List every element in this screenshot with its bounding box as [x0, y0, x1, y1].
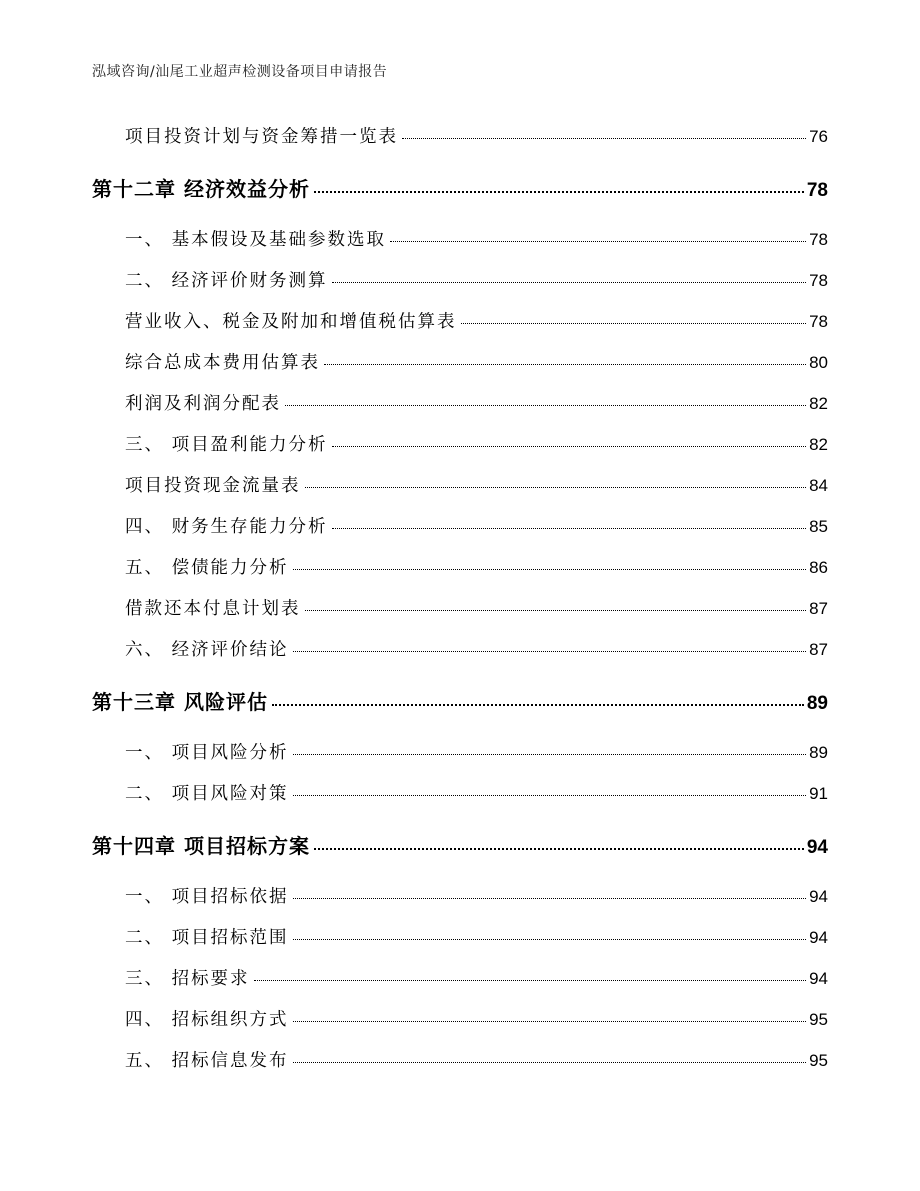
toc-leader-dots	[332, 446, 807, 447]
toc-entry-label: 六、 经济评价结论	[125, 640, 289, 660]
toc-entry[interactable]	[125, 226, 828, 250]
toc-entry[interactable]	[125, 390, 828, 414]
toc-entry[interactable]	[125, 308, 828, 332]
toc-entry-page: 87	[809, 599, 828, 618]
toc-entry-page: 80	[809, 353, 828, 372]
toc-entry-label: 三、 项目盈利能力分析	[125, 435, 328, 455]
toc-leader-dots	[285, 405, 806, 406]
toc-entry-page: 82	[809, 435, 828, 454]
toc-entry-label: 五、 偿债能力分析	[125, 558, 289, 578]
toc-chapter-entry[interactable]	[92, 173, 828, 199]
toc-leader-dots	[314, 191, 804, 193]
toc-entry[interactable]	[125, 1047, 828, 1071]
toc-leader-dots	[272, 704, 804, 706]
toc-entry-page: 82	[809, 394, 828, 413]
toc-entry[interactable]	[125, 965, 828, 989]
toc-entry[interactable]	[125, 554, 828, 578]
toc-entry-label: 营业收入、税金及附加和增值税估算表	[125, 312, 457, 332]
toc-entry-page: 78	[809, 271, 828, 290]
toc-entry-label: 四、 财务生存能力分析	[125, 517, 328, 537]
toc-entry[interactable]	[125, 267, 828, 291]
toc-entry-page: 89	[809, 743, 828, 762]
toc-entry-label: 二、 项目风险对策	[125, 784, 289, 804]
toc-entry[interactable]	[125, 349, 828, 373]
toc-entry-page: 85	[809, 517, 828, 536]
toc-entry-page: 86	[809, 558, 828, 577]
toc-entry-label: 项目投资现金流量表	[125, 476, 301, 496]
toc-entry-label: 二、 经济评价财务测算	[125, 271, 328, 291]
toc-leader-dots	[293, 939, 807, 940]
toc-leader-dots	[293, 569, 807, 570]
toc-leader-dots	[254, 980, 807, 981]
toc-entry-label: 借款还本付息计划表	[125, 599, 301, 619]
toc-chapter-entry[interactable]	[92, 686, 828, 712]
toc-leader-dots	[293, 1021, 807, 1022]
toc-entry-label: 利润及利润分配表	[125, 394, 281, 414]
toc-leader-dots	[314, 848, 804, 850]
toc-entry[interactable]	[125, 472, 828, 496]
toc-leader-dots	[293, 651, 807, 652]
toc-entry[interactable]	[125, 123, 828, 147]
toc-entry[interactable]	[125, 513, 828, 537]
toc-chapter-label: 第十二章 经济效益分析	[92, 177, 310, 201]
toc-entry-page: 91	[809, 784, 828, 803]
toc-entry-page: 78	[809, 230, 828, 249]
toc-entry-label: 项目投资计划与资金筹措一览表	[125, 127, 398, 147]
toc-leader-dots	[332, 282, 807, 283]
toc-entry-label: 一、 项目风险分析	[125, 743, 289, 763]
toc-entry-page: 78	[809, 312, 828, 331]
toc-leader-dots	[305, 487, 807, 488]
toc-leader-dots	[293, 795, 807, 796]
toc-leader-dots	[293, 898, 807, 899]
toc-entry[interactable]	[125, 883, 828, 907]
toc-chapter-page: 94	[806, 837, 828, 858]
toc-entry[interactable]	[125, 636, 828, 660]
toc-chapter-label: 第十三章 风险评估	[92, 690, 268, 714]
running-header: 泓域咨询/汕尾工业超声检测设备项目申请报告	[92, 64, 388, 80]
toc-entry-label: 综合总成本费用估算表	[125, 353, 320, 373]
toc-entry[interactable]	[125, 739, 828, 763]
toc-entry-label: 一、 基本假设及基础参数选取	[125, 230, 387, 250]
toc-chapter-entry[interactable]	[92, 830, 828, 856]
toc-leader-dots	[293, 754, 807, 755]
toc-entry-page: 95	[809, 1010, 828, 1029]
toc-entry-page: 87	[809, 640, 828, 659]
toc-entry-label: 一、 项目招标依据	[125, 887, 289, 907]
toc-entry-label: 三、 招标要求	[125, 969, 250, 989]
toc-entry[interactable]	[125, 780, 828, 804]
toc-leader-dots	[324, 364, 806, 365]
toc-leader-dots	[390, 241, 806, 242]
toc-entry-label: 四、 招标组织方式	[125, 1010, 289, 1030]
toc-leader-dots	[461, 323, 807, 324]
toc-entry[interactable]	[125, 595, 828, 619]
toc-entry[interactable]	[125, 1006, 828, 1030]
toc-entry-page: 94	[809, 928, 828, 947]
toc-entry-page: 94	[809, 969, 828, 988]
toc-leader-dots	[293, 1062, 807, 1063]
toc-entry-label: 五、 招标信息发布	[125, 1051, 289, 1071]
toc-entry-page: 76	[809, 127, 828, 146]
toc-chapter-page: 89	[806, 693, 828, 714]
toc-leader-dots	[305, 610, 807, 611]
toc-entry-page: 84	[809, 476, 828, 495]
toc-entry[interactable]	[125, 431, 828, 455]
toc-chapter-label: 第十四章 项目招标方案	[92, 834, 310, 858]
toc-leader-dots	[332, 528, 807, 529]
toc-leader-dots	[402, 138, 806, 139]
toc-entry-page: 94	[809, 887, 828, 906]
toc-chapter-page: 78	[806, 180, 828, 201]
toc-entry-label: 二、 项目招标范围	[125, 928, 289, 948]
toc-entry[interactable]	[125, 924, 828, 948]
toc-entry-page: 95	[809, 1051, 828, 1070]
